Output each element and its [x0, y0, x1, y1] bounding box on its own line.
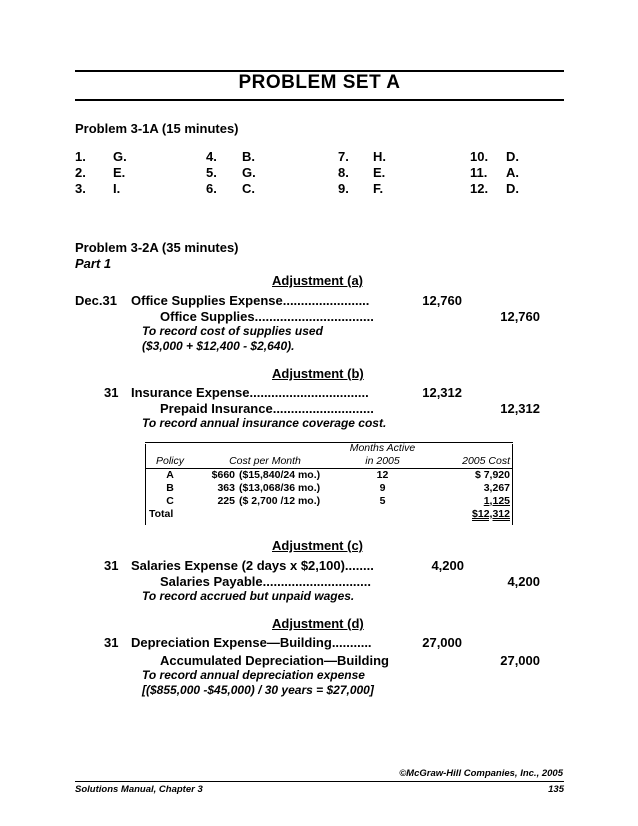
table-total-row — [145, 508, 512, 521]
answer-letter: D. — [506, 181, 519, 196]
total-cell: 3,267 — [483, 482, 510, 494]
debit-account: Office Supplies Expense........................ — [131, 293, 370, 308]
policy-cell: C — [166, 495, 174, 507]
table-row — [145, 469, 512, 483]
answer-number: 5. — [206, 165, 217, 180]
footer-manual: Solutions Manual, Chapter 3 — [75, 784, 203, 795]
adjustment-b-title: Adjustment (b) — [272, 366, 364, 381]
entry-memo: To record cost of supplies used — [142, 324, 323, 338]
total-cell: 1,125 — [483, 495, 510, 507]
credit-amount: 27,000 — [500, 653, 540, 668]
table-right-border — [512, 444, 513, 525]
credit-account: Salaries Payable.............................. — [160, 574, 371, 589]
column-header: Cost per Month — [195, 455, 335, 469]
debit-account: Insurance Expense................................. — [131, 385, 369, 400]
credit-account: Office Supplies................................. — [160, 309, 374, 324]
answer-letter: B. — [242, 149, 255, 164]
entry-memo: To record annual insurance coverage cost. — [142, 416, 387, 430]
table-row — [145, 495, 512, 508]
answer-number: 6. — [206, 181, 217, 196]
months-cell: 9 — [379, 482, 386, 494]
grand-total: $12,312 — [472, 508, 510, 520]
cost-cell: 225 — [217, 495, 235, 507]
answer-number: 11. — [470, 165, 488, 180]
calc-cell: ($ 2,700 /12 mo.) — [239, 495, 321, 507]
credit-account: Accumulated Depreciation—Building — [160, 653, 389, 668]
calc-cell: ($13,068/36 mo.) — [239, 482, 321, 494]
answer-letter: E. — [113, 165, 126, 180]
credit-amount: 4,200 — [507, 574, 540, 589]
column-header: Months Active — [349, 442, 416, 454]
calc-cell: ($15,840/24 mo.) — [239, 469, 321, 481]
answer-letter: I. — [113, 181, 121, 196]
answer-number: 9. — [338, 181, 349, 196]
adjustment-a-title: Adjustment (a) — [272, 273, 363, 288]
credit-account: Prepaid Insurance............................ — [160, 401, 374, 416]
debit-account: Depreciation Expense—Building........... — [131, 635, 372, 650]
answer-number: 7. — [338, 149, 349, 164]
column-header: in 2005 — [335, 455, 430, 469]
entry-memo-calc: [($855,000 -$45,000) / 30 years = $27,000] — [142, 683, 374, 697]
answer-number: 8. — [338, 165, 349, 180]
entry-memo: To record annual depreciation expense — [142, 668, 365, 682]
debit-amount: 12,312 — [422, 385, 462, 400]
adjustment-d-title: Adjustment (d) — [272, 616, 364, 631]
cost-cell: $660 — [211, 469, 235, 481]
debit-amount: 27,000 — [422, 635, 462, 650]
title-rule-bottom — [75, 99, 564, 101]
debit-amount: 12,760 — [422, 293, 462, 308]
answer-number: 2. — [75, 165, 86, 180]
table-row — [145, 482, 512, 495]
adjustment-c-title: Adjustment (c) — [272, 538, 363, 553]
answer-letter: A. — [506, 165, 519, 180]
answer-letter: E. — [373, 165, 386, 180]
answer-letter: F. — [373, 181, 384, 196]
entry-date: 31 — [104, 635, 119, 650]
page-title: PROBLEM SET A — [238, 72, 401, 93]
insurance-policy-table — [145, 442, 512, 521]
problem-3-1a-heading: Problem 3-1A (15 minutes) — [75, 121, 239, 136]
column-header: 2005 Cost — [430, 455, 512, 469]
policy-cell: B — [166, 482, 174, 494]
part-label: Part 1 — [75, 256, 112, 271]
debit-account: Salaries Expense (2 days x $2,100)........ — [131, 558, 374, 573]
answer-letter: C. — [242, 181, 255, 196]
answer-number: 1. — [75, 149, 86, 164]
answer-number: 10. — [470, 149, 489, 164]
policy-cell: A — [166, 469, 174, 481]
total-label: Total — [149, 508, 174, 520]
credit-amount: 12,312 — [500, 401, 540, 416]
column-header: Policy — [145, 455, 195, 469]
problem-3-2a-heading: Problem 3-2A (35 minutes) — [75, 240, 239, 255]
footer-rule — [75, 781, 564, 782]
answer-letter: D. — [506, 149, 519, 164]
entry-date: 31 — [104, 558, 119, 573]
entry-date: 31 — [104, 385, 119, 400]
entry-date: Dec.31 — [75, 293, 117, 308]
answer-number: 12. — [470, 181, 489, 196]
total-cell: $ 7,920 — [474, 469, 510, 481]
months-cell: 12 — [376, 469, 389, 481]
entry-memo: To record accrued but unpaid wages. — [142, 589, 355, 603]
entry-memo-calc: ($3,000 + $12,400 - $2,640). — [142, 339, 295, 353]
cost-cell: 363 — [217, 482, 235, 494]
answer-letter: G. — [113, 149, 127, 164]
answer-number: 4. — [206, 149, 217, 164]
page-number: 135 — [548, 784, 564, 795]
months-cell: 5 — [379, 495, 386, 507]
answer-letter: G. — [242, 165, 256, 180]
debit-amount: 4,200 — [431, 558, 464, 573]
answer-number: 3. — [75, 181, 86, 196]
answer-letter: H. — [373, 149, 386, 164]
copyright: ©McGraw-Hill Companies, Inc., 2005 — [399, 768, 563, 779]
credit-amount: 12,760 — [500, 309, 540, 324]
